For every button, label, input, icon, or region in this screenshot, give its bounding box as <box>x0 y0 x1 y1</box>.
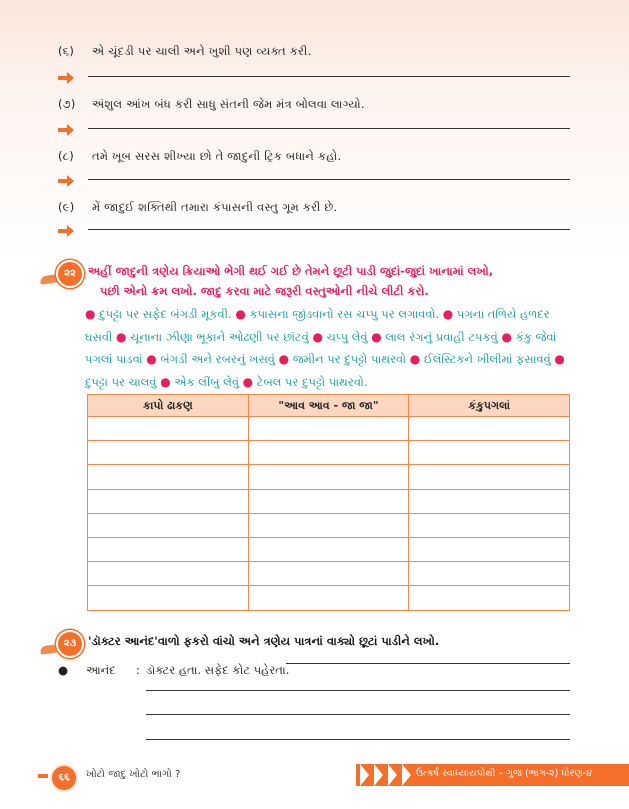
bullet-dot: ● <box>554 352 565 366</box>
answer-line[interactable] <box>88 76 570 77</box>
table-cell[interactable] <box>88 513 249 537</box>
question-text: એ ચૂંદડી પર ચાલી અને ખુશી પણ વ્યક્ત કરી. <box>92 44 312 58</box>
bullet-dot: ● <box>115 329 127 344</box>
bullet-dot: ● <box>278 352 290 366</box>
question-8 <box>58 149 341 164</box>
answer-line[interactable] <box>88 229 570 230</box>
bullet-dot: ● <box>312 329 323 344</box>
table-row <box>88 489 570 513</box>
chevron-icon <box>402 764 411 786</box>
table-cell[interactable] <box>248 513 409 537</box>
table-cell[interactable] <box>88 489 249 513</box>
activity-22-heading-line2: પછી એનો ક્રમ લખો. જાદુ કરવા માટે જરૂરી વસ્તુઓની નીચે લીટી કરો. <box>100 284 429 298</box>
table-cell[interactable] <box>248 465 409 489</box>
bullet-dot: ● <box>501 329 512 344</box>
chevron-icon <box>374 764 383 786</box>
list-item: જમીન પર દુપટ્ટો પાથરવો <box>292 352 407 366</box>
list-item: ટેબલ પર દુપટ્ટો પાથરવો. <box>256 374 368 389</box>
table-cell[interactable] <box>248 537 409 561</box>
table-row <box>88 513 570 537</box>
question-7 <box>58 97 365 112</box>
list-item: ચપ્પુ લેવું <box>326 329 368 344</box>
bullet-dot: ● <box>146 352 157 366</box>
bullet-dot: ● <box>409 352 421 366</box>
bullet-dot: ● <box>242 374 254 389</box>
list-item: દુપટ્ટા પર ચાલવું <box>85 374 157 389</box>
table-cell[interactable] <box>248 441 409 465</box>
activity-badge-22 <box>52 260 86 286</box>
speaker-name: આનંદ <box>86 663 116 677</box>
list-item: કપાસના જીંડવાનો રસ ચપ્પુ પર લગાવવો. <box>249 307 440 321</box>
table-cell[interactable] <box>409 513 570 537</box>
table-cell[interactable] <box>248 489 409 513</box>
footer-left <box>38 764 248 788</box>
answer-line[interactable] <box>88 179 570 180</box>
bullet-dot: ● <box>442 307 454 321</box>
table-header-row <box>88 395 570 417</box>
footer-accent-bar <box>38 774 48 778</box>
badge-number: ૨૩ <box>56 630 84 658</box>
speaker-answer: ડૉક્ટર હતા. સફેદ કોટ પહેરતા. <box>146 663 290 677</box>
question-number: (૯) <box>58 200 75 214</box>
table-cell[interactable] <box>88 586 249 610</box>
question-number: (૬) <box>58 44 75 58</box>
list-item: ઈલૅસ્ટિકને ખીલીમાં ફસાવવું <box>423 352 551 366</box>
column-header: "આવ આવ - જા જા" <box>248 395 409 417</box>
table-cell[interactable] <box>248 417 409 441</box>
arrow-icon <box>58 72 74 84</box>
list-item: પગના તળિયે હળદર ઘસવી <box>85 307 550 344</box>
activity-22-items <box>85 303 575 393</box>
answer-line[interactable] <box>146 714 570 715</box>
list-item: બંગડી અને રબરનું ખસવું <box>160 352 275 366</box>
bullet-dot: ● <box>58 663 69 677</box>
question-text: તમે ખૂબ સરસ શીખ્યા છો તે જાદુની ટ્રિક બધાને કહો. <box>92 149 342 163</box>
activity-22-heading-line1: અહીં જાદુની ત્રણેય ક્રિયાઓ ભેગી થઈ ગઈ છે તેમને છૂટી પાડી જુદાં-જુદાં ખાનામાં લખો, <box>88 264 494 278</box>
table-cell[interactable] <box>88 417 249 441</box>
chevron-icon <box>388 764 397 786</box>
table-cell[interactable] <box>409 562 570 586</box>
table-row <box>88 562 570 586</box>
activity-23-heading: 'ડૉક્ટર આનંદ'વાળો ફકરો વાંચો અને ત્રણેય પાત્રનાં વાક્યો છૂટાં પાડીને લખો. <box>88 634 440 648</box>
page-number: ૬૬ <box>50 764 78 792</box>
table-cell[interactable] <box>409 489 570 513</box>
table-cell[interactable] <box>409 537 570 561</box>
table-row <box>88 537 570 561</box>
list-item: લાલ રંગનું પ્રવાહી ટપકવું <box>385 329 498 344</box>
table-row <box>88 465 570 489</box>
list-item: દુપટ્ટા પર સફેદ બંગડી મૂકવી. <box>99 307 232 321</box>
chevron-icon <box>360 764 369 786</box>
table-cell[interactable] <box>248 586 409 610</box>
chapter-title: ખોટો જાદુ ખોટો ભાગો ? <box>86 769 181 780</box>
sorting-table <box>87 394 570 611</box>
arrow-icon <box>58 225 74 237</box>
answer-line[interactable] <box>146 690 570 691</box>
list-item: કંકુ જેવાં પગલાં પાડવાં <box>85 329 557 366</box>
table-row <box>88 417 570 441</box>
footer-book-banner <box>356 764 629 786</box>
table-row <box>88 586 570 610</box>
answer-line[interactable] <box>146 739 570 740</box>
question-number: (૭) <box>58 97 76 111</box>
badge-number: ૨૨ <box>56 260 84 288</box>
bullet-dot: ● <box>235 307 246 321</box>
table-cell[interactable] <box>88 465 249 489</box>
column-header: કંકુપગલાં <box>409 395 570 417</box>
question-number: (૮) <box>58 149 74 163</box>
question-text: મેં જાદુઈ શક્તિથી તમારા કંપાસની વસ્તુ ગૂમ કરી છે. <box>92 200 338 214</box>
arrow-icon <box>58 124 74 136</box>
list-item: એક લીંબુ લેવું <box>174 374 239 389</box>
question-9 <box>58 200 337 215</box>
question-text: અંશુલ આંખ બંધ કરી સાધુ સંતની જેમ મંત્ર બોલવા લાગ્યો. <box>92 97 365 111</box>
bullet-dot: ● <box>85 307 96 321</box>
bullet-dot: ● <box>160 374 171 389</box>
bullet-dot: ● <box>371 329 382 344</box>
table-cell[interactable] <box>88 562 249 586</box>
table-cell[interactable] <box>409 465 570 489</box>
table-cell[interactable] <box>409 441 570 465</box>
answer-line[interactable] <box>88 128 570 129</box>
table-row <box>88 441 570 465</box>
table-cell[interactable] <box>88 537 249 561</box>
book-title: ઉત્કર્ષ સ્વાધ્યાયપોથી – ગુજ (ભાગ-૨) ધોરણ-૪ <box>416 768 592 779</box>
column-header: કાપો ઢાકણ <box>88 395 249 417</box>
arrow-icon <box>58 175 74 187</box>
speaker-colon: : <box>136 663 140 677</box>
table-cell[interactable] <box>248 562 409 586</box>
table-cell[interactable] <box>409 586 570 610</box>
table-cell[interactable] <box>409 417 570 441</box>
activity-badge-23 <box>52 630 86 656</box>
answer-line[interactable] <box>286 663 570 664</box>
table-cell[interactable] <box>88 441 249 465</box>
list-item: ચૂનાના ઝીણા ભૂકાને ઓઢણી પર છાંટવું <box>130 329 309 344</box>
question-6 <box>58 44 311 59</box>
